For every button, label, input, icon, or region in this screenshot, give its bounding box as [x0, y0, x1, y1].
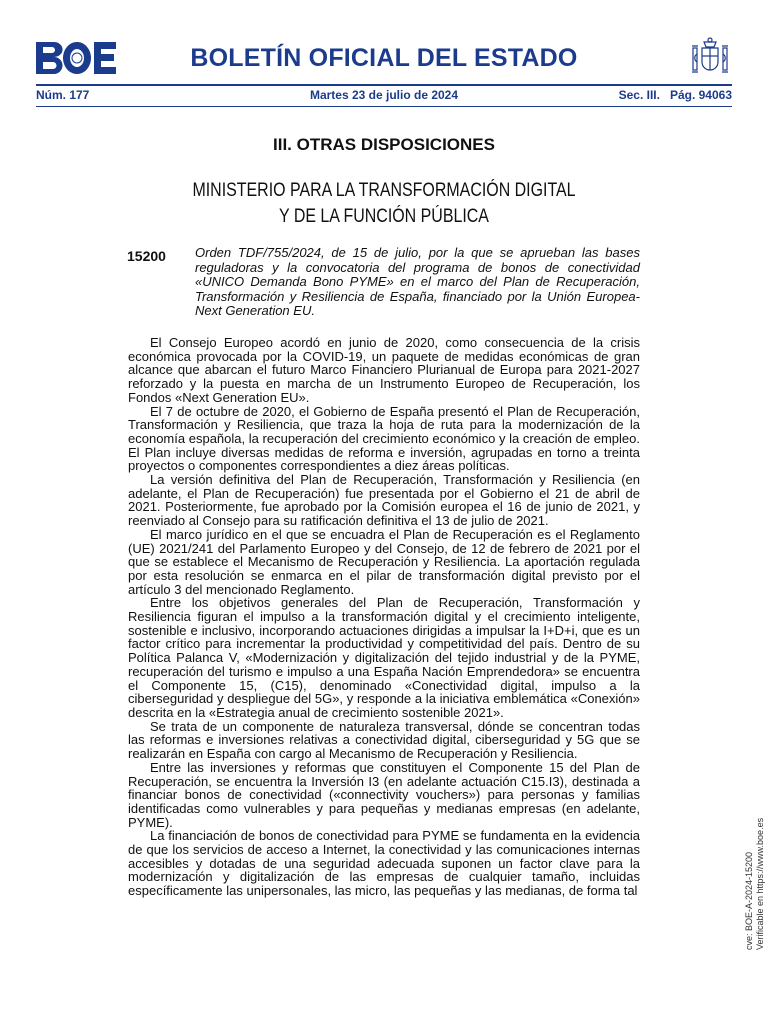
document-number: 15200 — [127, 248, 166, 264]
coat-of-arms-icon — [690, 36, 730, 80]
document-summary: Orden TDF/755/2024, de 15 de julio, por la que se aprueban las bases reguladoras y la convocatoria del programa de bonos de conectividad «UNICO Demanda Bono PYME» en el marco del Plan de Recuperación, Transformación y Resiliencia de España, financiado por la Unión Europea-Next Generation EU. — [195, 245, 640, 319]
issue-number: Núm. 177 — [36, 88, 90, 102]
verification-link[interactable]: Verificable en https://www.boe.es — [755, 817, 765, 950]
paragraph: La financiación de bonos de conectividad para PYME se fundamenta en la evidencia de que los servicios de acceso a Internet, la conectividad y las comunicaciones internas accesibles y dotadas de una seguridad adecuada suponen un factor clave para la modernización y digitalización de las empresas de cualquier tamaño, incluidas específicamente las unipersonales, las micro, las pequeñas y las medianas, de forma tal — [128, 828, 640, 899]
gazette-title: BOLETÍN OFICIAL DEL ESTADO — [190, 44, 578, 72]
verification-sidebar — [744, 810, 766, 950]
header-rule — [36, 84, 732, 86]
section-heading: III. OTRAS DISPOSICIONES — [273, 135, 495, 154]
paragraph: La versión definitiva del Plan de Recuperación, Transformación y Resiliencia (en adelante, el Plan de Recuperación) fue presentada por el Gobierno el 21 de abril de 2021. Posteriormente, fue aprobado por la Comisión europea el 16 de junio de 2021, y reenviado al Consejo para su ratificación definitiva el 13 de julio de 2021. — [128, 472, 640, 529]
issue-date: Martes 23 de julio de 2024 — [309, 88, 459, 102]
paragraph: Entre los objetivos generales del Plan de Recuperación, Transformación y Resiliencia figuran el impulso a la transformación digital y el crecimiento inteligente, sostenible e inclusivo, incorporando actuaciones dirigidas a impulsar la I+D+i, que es un factor crítico para incrementar la productividad y competitividad del país. Dentro de su Política Palanca V, «Modernización y digitalización del tejido industrial y de la PYME, recuperación del turismo e impulso a una España Nación Emprendedora» se encuentra el Componente 15, (C15), denominado «Conectividad digital, impulso a la ciberseguridad y despliegue del 5G», y responde a la iniciativa emblemática «Conexión» descrita en la «Estrategia anual de crecimiento sostenible 2021». — [128, 595, 640, 720]
paragraph: El marco jurídico en el que se encuadra el Plan de Recuperación es el Reglamento (UE) 2021/241 del Parlamento Europeo y del Consejo, de 12 de febrero de 2021 por el que se establece el Mecanismo de Recuperación y Resiliencia. La aportación regulada por esta resolución se enmarca en el pilar de transformación digital previsto por el artículo 3 del mencionado Reglamento. — [128, 526, 640, 597]
paragraph: El 7 de octubre de 2020, el Gobierno de España presentó el Plan de Recuperación, Transformación y Resiliencia, que traza la hoja de ruta para la modernización de la economía española, la recuperación del crecimiento económico y la creación de empleo. El Plan incluye diversas medidas de reforma e inversión, agrupadas en torno a treinta proyectos o componentes correspondientes a diez áreas políticas. — [128, 403, 640, 474]
document-body — [128, 336, 640, 898]
paragraph: Se trata de un componente de naturaleza transversal, dónde se concentran todas las reformas e inversiones relativas a conectividad digital, ciberseguridad y 5G que se realizarán en España con cargo al Mecanismo de Recuperación y Resiliencia. — [128, 718, 640, 762]
issue-meta — [36, 88, 732, 104]
boe-logo — [36, 42, 116, 74]
ministry-line-2: Y DE LA FUNCIÓN PÚBLICA — [279, 206, 489, 227]
section-page: Sec. III. Pág. 94063 — [618, 88, 732, 102]
ministry-heading — [145, 178, 622, 230]
ministry-line-1: MINISTERIO PARA LA TRANSFORMACIÓN DIGITAL — [192, 180, 576, 201]
cve-code: cve: BOE-A-2024-15200 — [744, 851, 754, 950]
paragraph: Entre las inversiones y reformas que constituyen el Componente 15 del Plan de Recuperación, se encuentra la Inversión I3 (en adelante actuación C15.I3), destinada a financiar bonos de conectividad («connectivity vouchers») para personas y familias identificadas como vulnerables y para pequeñas y medianas empresas (en adelante, PYME). — [128, 759, 640, 830]
meta-rule — [36, 106, 732, 107]
paragraph: El Consejo Europeo acordó en junio de 2020, como consecuencia de la crisis económica provocada por la COVID-19, un paquete de medidas económicas de gran alcance que abarcan el futuro Marco Financiero Plurianual de Europa para 2021-2027 reforzado y la puesta en marcha de un Instrumento Europeo de Recuperación, los Fondos «Next Generation EU». — [128, 335, 640, 405]
